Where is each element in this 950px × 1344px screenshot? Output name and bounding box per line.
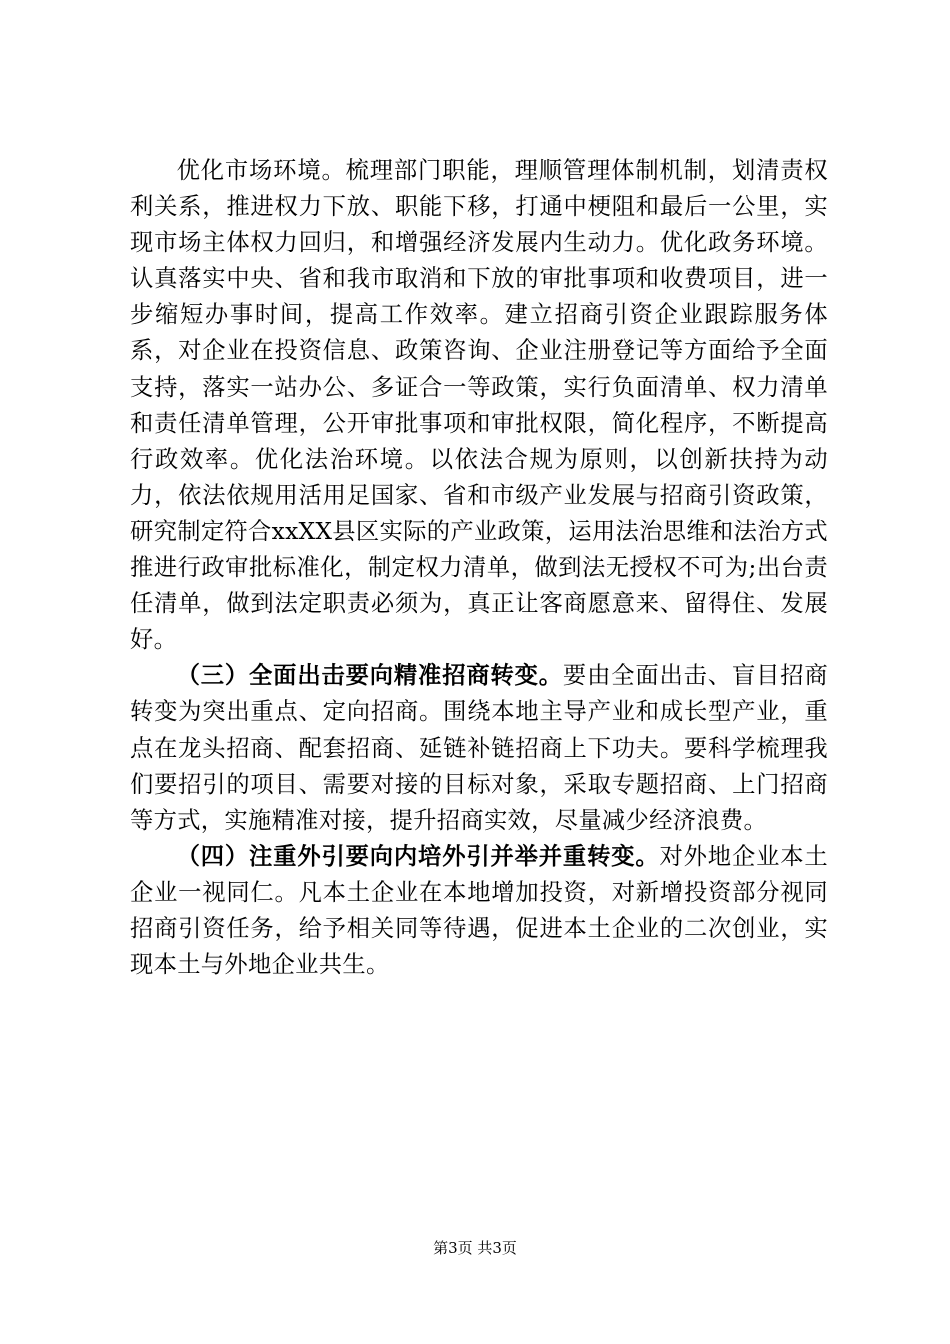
page-number: 第3页 共3页: [433, 1239, 517, 1257]
section-heading-4: （四）注重外引要向内培外引并举并重转变。: [176, 842, 660, 870]
paragraph-local-enterprises: [130, 839, 828, 983]
page-footer: [0, 1238, 950, 1258]
paragraph-precise-investment: [130, 658, 828, 838]
section-heading-3: （三）全面出击要向精准招商转变。: [176, 662, 563, 690]
paragraph-text: 优化市场环境。梳理部门职能，理顺管理体制机制，划清责权利关系，推进权力下放、职能下移，打通中梗阻和最后一公里，实现市场主体权力回归，和增强经济发展内生动力。优化政务环境。认真落实中央、省和我市取消和下放的审批事项和收费项目，进一步缩短办事时间，提高工作效率。建立招商引资企业跟踪服务体系，对企业在投资信息、政策咨询、企业注册登记等方面给予全面支持，落实一站办公、多证合一等政策，实行负面清单、权力清单和责任清单管理，公开审批事项和审批权限，简化程序，不断提高行政效率。优化法治环境。以依法合规为原则，以创新扶持为动力，依法依规用活用足国家、省和市级产业发展与招商引资政策，研究制定符合xxXX县区实际的产业政策，运用法治思维和法治方式推进行政审批标准化，制定权力清单，做到法无授权不可为;出台责任清单，做到法定职责必须为，真正让客商愿意来、留得住、发展好。: [130, 157, 828, 654]
paragraph-text: 要由全面出击、盲目招商转变为突出重点、定向招商。围绕本地主导产业和成长型产业，重点在龙头招商、配套招商、延链补链招商上下功夫。要科学梳理我们要招引的项目、需要对接的目标对象，采取专题招商、上门招商等方式，实施精准对接，提升招商实效，尽量减少经济浪费。: [130, 662, 828, 834]
paragraph-text: 对外地企业本土企业一视同仁。凡本土企业在本地增加投资，对新增投资部分视同招商引资任务，给予相关同等待遇，促进本土企业的二次创业，实现本土与外地企业共生。: [130, 842, 828, 979]
paragraph-market-environment: [130, 153, 828, 658]
document-body: [130, 153, 828, 983]
